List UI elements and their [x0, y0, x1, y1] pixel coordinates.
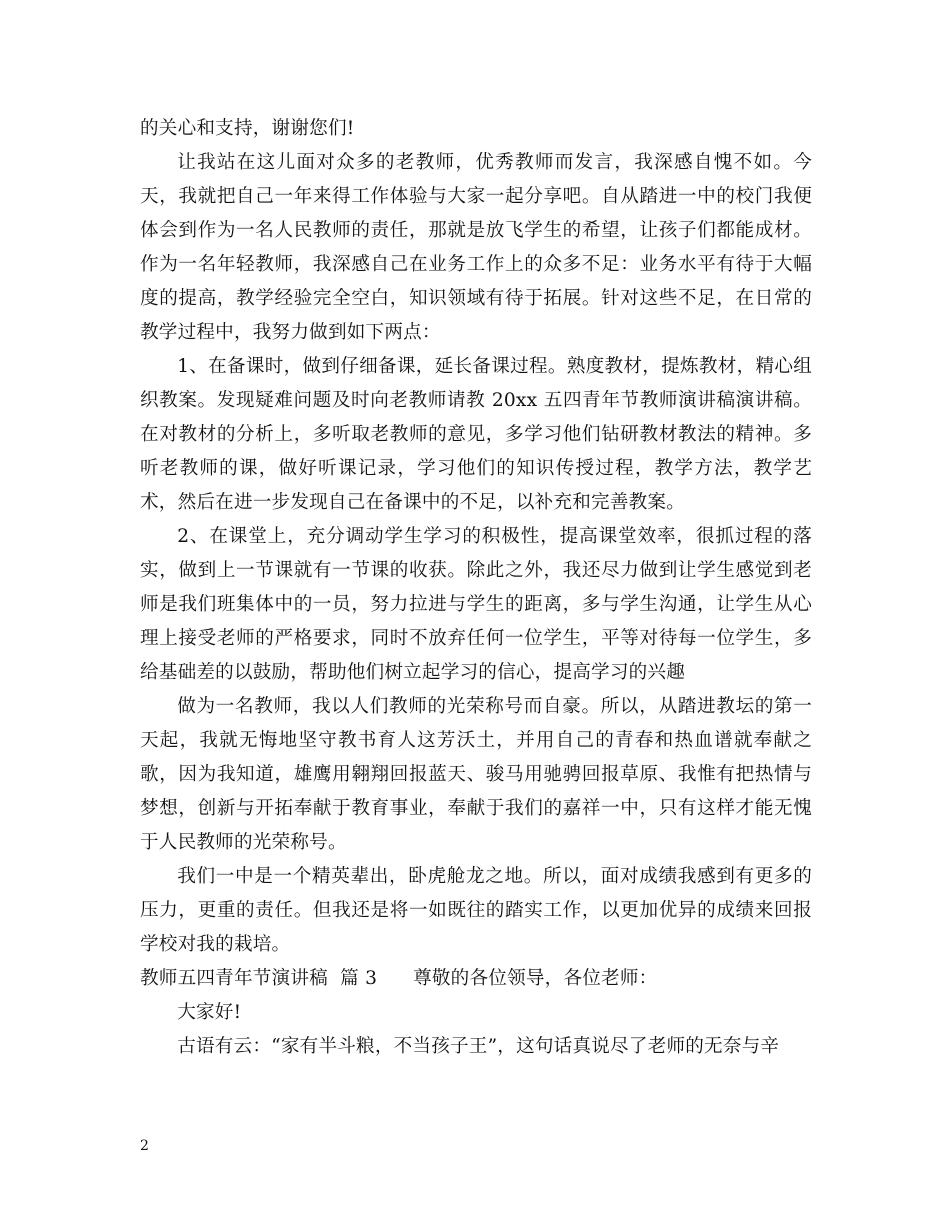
section-heading [140, 962, 812, 996]
page-number: 2 [140, 1138, 149, 1154]
paragraph-4: 2、在课堂上，充分调动学生学习的积极性，提高课堂效率，很抓过程的落实，做到上一节课就有一节课的收获。除此之外，我还尽力做到让学生感觉到老师是我们班集体中的一员，努力拉进与学生的距离，多与学生沟通，让学生从心理上接受老师的严格要求，同时不放弃任何一位学生，平等对待每一位学生，多给基础差的以鼓励，帮助他们树立起学习的信心，提高学习的兴趣 [140, 526, 812, 683]
paragraph-6: 我们一中是一个精英辈出，卧虎舱龙之地。所以，面对成绩我感到有更多的压力，更重的责任。但我还是将一如既往的踏实工作，以更加优异的成绩来回报学校对我的栽培。 [140, 866, 812, 955]
paragraph-3: 1、在备课时，做到仔细备课，延长备课过程。熟度教材，提炼教材，精心组织教案。发现疑难问题及时向老教师请教 20xx 五四青年节教师演讲稿演讲稿。在对教材的分析上，多听取老教师的意见，多学习他们钻研教材教法的精神。多听老教师的课，做好听课记录，学习他们的知识传授过程，教学方法，教学艺术，然后在进一步发现自己在备课中的不足，以补充和完善教案。 [140, 356, 812, 513]
paragraph-2: 让我站在这儿面对众多的老教师，优秀教师而发言，我深感自愧不如。今天，我就把自己一年来得工作体验与大家一起分享吧。自从踏进一中的校门我便体会到作为一名人民教师的责任，那就是放飞学生的希望，让孩子们都能成材。作为一名年轻教师，我深感自己在业务工作上的众多不足：业务水平有待于大幅度的提高，教学经验完全空白，知识领域有待于拓展。针对这些不足，在日常的教学过程中，我努力做到如下两点： [140, 152, 812, 343]
paragraph-5: 做为一名教师，我以人们教师的光荣称号而自豪。所以，从踏进教坛的第一天起，我就无悔地坚守教书育人这芳沃土，并用自己的青春和热血谱就奉献之歌，因为我知道，雄鹰用翱翔回报蓝天、骏马用驰骋回报草原、我惟有把热情与梦想，创新与开拓奉献于教育事业，奉献于我们的嘉祥一中，只有这样才能无愧于人民教师的光荣称号。 [140, 696, 812, 853]
document-body [140, 112, 812, 1064]
greeting: 大家好! [177, 1002, 242, 1023]
salutation: 尊敬的各位领导，各位老师： [413, 968, 658, 989]
section-title: 教师五四青年节演讲稿 篇 3 [140, 968, 378, 989]
paragraph-7: 古语有云：“家有半斗粮，不当孩子王”，这句话真说尽了老师的无奈与辛 [177, 1036, 780, 1057]
paragraph-1: 的关心和支持，谢谢您们! [140, 118, 355, 139]
